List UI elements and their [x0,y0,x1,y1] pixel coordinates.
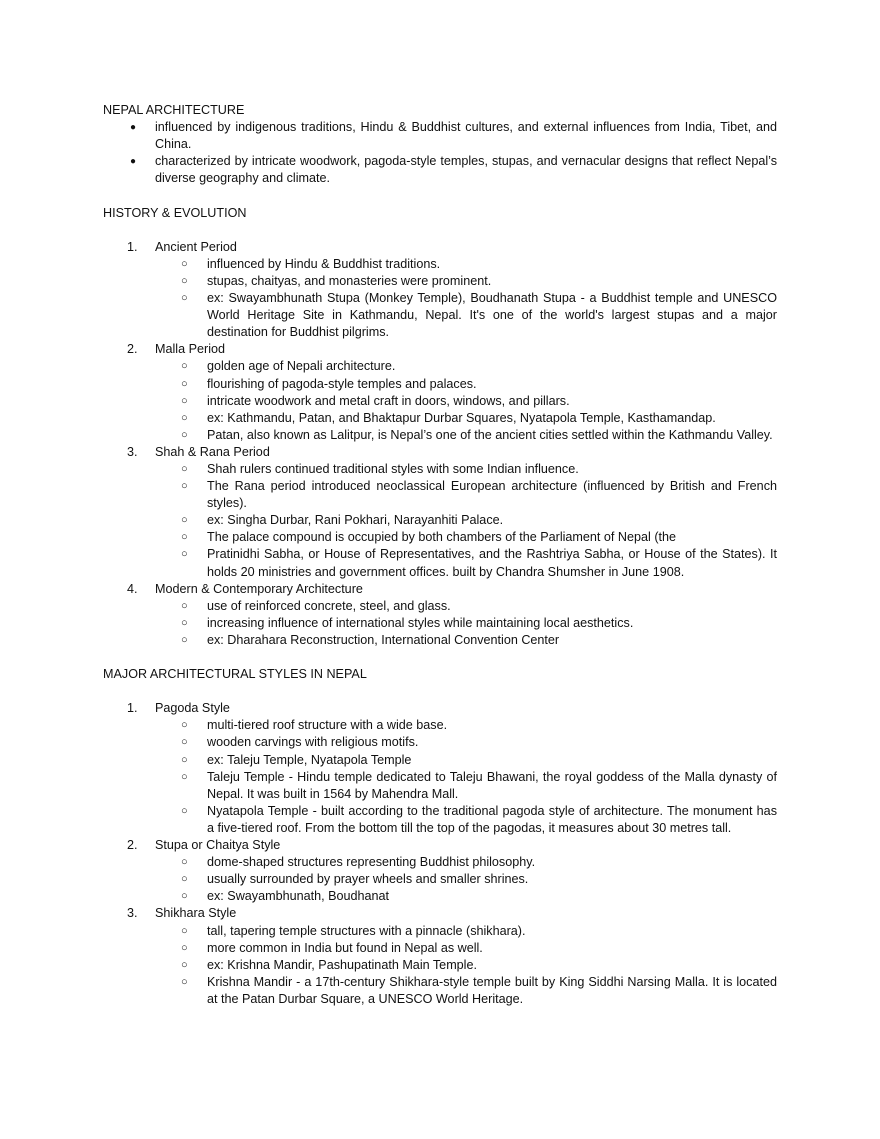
list-item: ○ wooden carvings with religious motifs. [103,734,777,751]
history-sections [103,239,777,649]
list-item: ○ Nyatapola Temple - built according to the traditional pagoda style of architecture. The monument has a five-tiered roof. From the bottom till the top of the pagodas, it measures about 30 metres tall. [103,803,777,837]
list-item: ○ stupas, chaityas, and monasteries were prominent. [103,273,777,290]
list-item: ○ multi-tiered roof structure with a wide base. [103,717,777,734]
style-section [103,700,777,837]
list-item: ○ ex: Swayambhunath, Boudhanat [103,888,777,905]
section-number: 2. [127,342,138,357]
list-item: ○ Krishna Mandir - a 17th-century Shikhara-style temple built by King Siddhi Narsing Malla. It is located at the Patan Durbar Square, a UNESCO World Heritage. [103,974,777,1008]
section-title: Stupa or Chaitya Style [155,838,281,853]
section-number: 3. [127,906,138,921]
section-title: Modern & Contemporary Architecture [155,581,363,596]
intro-bullet: ● influenced by indigenous traditions, Hindu & Buddhist cultures, and external influences from India, Tibet, and China. [103,119,777,153]
list-item: ○ dome-shaped structures representing Buddhist philosophy. [103,854,777,871]
document-page [103,102,777,1008]
list-item: ○ ex: Singha Durbar, Rani Pokhari, Narayanhiti Palace. [103,512,777,529]
style-section [103,837,777,905]
styles-heading: MAJOR ARCHITECTURAL STYLES IN NEPAL [103,667,367,682]
list-item: ○ ex: Kathmandu, Patan, and Bhaktapur Durbar Squares, Nyatapola Temple, Kasthamandap. [103,410,777,427]
list-item: ○ golden age of Nepali architecture. [103,358,777,375]
history-heading: HISTORY & EVOLUTION [103,205,247,220]
section-items [103,358,777,443]
section-items [103,854,777,905]
list-item: ○ flourishing of pagoda-style temples and palaces. [103,376,777,393]
styles-sections [103,700,777,1008]
history-section [103,341,777,444]
list-item: ○ ex: Taleju Temple, Nyatapola Temple [103,752,777,769]
section-number: 4. [127,581,138,596]
list-item: ○ increasing influence of international styles while maintaining local aesthetics. [103,615,777,632]
section-number: 1. [127,701,138,716]
list-item: ○ The Rana period introduced neoclassical European architecture (influenced by British and French styles). [103,478,777,512]
list-item: ○ Patan, also known as Lalitpur, is Nepal’s one of the ancient cities settled within the Kathmandu Valley. [103,427,777,444]
list-item: ○ intricate woodwork and metal craft in doors, windows, and pillars. [103,393,777,410]
list-item: ○ use of reinforced concrete, steel, and glass. [103,598,777,615]
list-item: ○ more common in India but found in Nepal as well. [103,940,777,957]
history-section [103,581,777,649]
section-title: Malla Period [155,342,225,357]
intro-bullet: ● characterized by intricate woodwork, pagoda-style temples, stupas, and vernacular designs that reflect Nepal’s diverse geography and climate. [103,153,777,187]
section-number: 2. [127,838,138,853]
section-title: Ancient Period [155,239,237,254]
list-item: ○ Shah rulers continued traditional styles with some Indian influence. [103,461,777,478]
list-item: ○ ex: Swayambhunath Stupa (Monkey Temple), Boudhanath Stupa - a Buddhist temple and UNESCO World Heritage Site in Kathmandu, Nepal. It's one of the world's largest stupas and a major destination for Buddhist pilgrims. [103,290,777,341]
history-section [103,239,777,342]
list-item: ○ ex: Krishna Mandir, Pashupatinath Main Temple. [103,957,777,974]
section-items [103,717,777,837]
section-number: 1. [127,239,138,254]
section-items [103,461,777,581]
section-title: Shikhara Style [155,906,237,921]
list-item: ○ influenced by Hindu & Buddhist traditions. [103,256,777,273]
section-title: Pagoda Style [155,701,230,716]
list-item: ○ Taleju Temple - Hindu temple dedicated to Taleju Bhawani, the royal goddess of the Malla dynasty of Nepal. It was built in 1564 by Mahendra Mall. [103,769,777,803]
list-item: ○ The palace compound is occupied by both chambers of the Parliament of Nepal (the [103,529,777,546]
section-number: 3. [127,444,138,459]
list-item: ○ usually surrounded by prayer wheels and smaller shrines. [103,871,777,888]
section-items [103,598,777,649]
history-section [103,444,777,581]
list-item: ○ ex: Dharahara Reconstruction, International Convention Center [103,632,777,649]
section-title: Shah & Rana Period [155,444,270,459]
list-item: ○ tall, tapering temple structures with a pinnacle (shikhara). [103,923,777,940]
section-items [103,923,777,1008]
section-items [103,256,777,341]
intro-list [103,119,777,187]
doc-title: NEPAL ARCHITECTURE [103,103,245,117]
style-section [103,905,777,1008]
list-item: ○ Pratinidhi Sabha, or House of Representatives, and the Rashtriya Sabha, or House of the States). It holds 20 ministries and government offices. built by Chandra Shumsher in June 1908. [103,546,777,580]
